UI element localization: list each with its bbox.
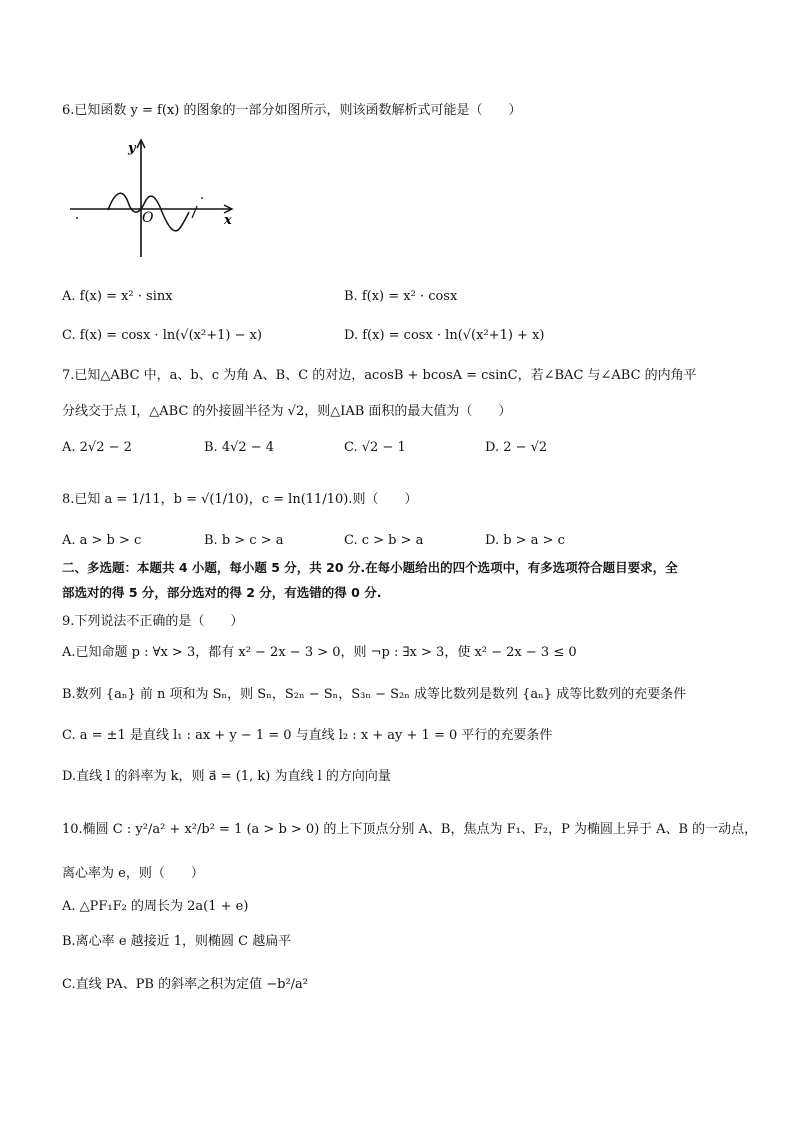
q8-option-a[interactable]: A. a > b > c	[62, 533, 142, 548]
q6-origin-label: O	[142, 210, 154, 226]
q9-option-c[interactable]: C. a = ±1 是直线 l₁ : ax + y − 1 = 0 与直线 l₂ : x + ay + 1 = 0 平行的充要条件	[62, 728, 553, 743]
q7-option-d[interactable]: D. 2 − √2	[485, 440, 548, 455]
q7-option-c[interactable]: C. √2 − 1	[344, 440, 406, 455]
q7-option-b[interactable]: B. 4√2 − 4	[204, 440, 275, 455]
q8-option-c[interactable]: C. c > b > a	[344, 533, 424, 548]
q6-function-graph	[62, 132, 247, 262]
q9-stem: 9.下列说法不正确的是（ ）	[62, 614, 244, 629]
q10-option-a[interactable]: A. △PF₁F₂ 的周长为 2a(1 + e)	[62, 899, 249, 914]
q6-x-label: x	[224, 213, 232, 228]
q6-option-d[interactable]: D. f(x) = cosx · ln(√(x²+1) + x)	[344, 328, 545, 343]
section2-heading-line2: 部选对的得 5 分，部分选对的得 2 分，有选错的得 0 分.	[62, 585, 382, 600]
q8-option-d[interactable]: D. b > a > c	[485, 533, 565, 548]
q10-stem-line2: 离心率为 e，则（ ）	[62, 866, 204, 881]
section2-heading-line1: 二、多选题：本题共 4 小题，每小题 5 分，共 20 分.在每小题给出的四个选项中，有多选项符合题目要求，全	[62, 560, 678, 575]
q9-option-d[interactable]: D.直线 l 的斜率为 k，则 a⃗ = (1, k) 为直线 l 的方向向量	[62, 769, 391, 784]
q7-stem-line1: 7.已知△ABC 中，a、b、c 为角 A、B、C 的对边，acosB + bcosA = csinC，若∠BAC 与∠ABC 的内角平	[62, 368, 697, 383]
q9-option-b[interactable]: B.数列 {aₙ} 前 n 项和为 Sₙ，则 Sₙ，S₂ₙ − Sₙ，S₃ₙ − S₂ₙ 成等比数列是数列 {aₙ} 成等比数列的充要条件	[62, 687, 687, 702]
q9-option-a[interactable]: A.已知命题 p : ∀x > 3，都有 x² − 2x − 3 > 0，则 ¬p : ∃x > 3，使 x² − 2x − 3 ≤ 0	[62, 645, 577, 660]
q6-stem: 6.已知函数 y = f(x) 的图象的一部分如图所示，则该函数解析式可能是（ ）	[62, 103, 522, 118]
q6-option-a[interactable]: A. f(x) = x² · sinx	[62, 289, 173, 304]
q8-stem: 8.已知 a = 1/11，b = √(1/10)，c = ln(11/10).则（ ）	[62, 492, 418, 507]
q10-stem-line1: 10.椭圆 C : y²/a² + x²/b² = 1 (a > b > 0) 的上下顶点分别 A、B，焦点为 F₁、F₂，P 为椭圆上异于 A、B 的一动点，	[62, 822, 758, 837]
q7-stem-line2: 分线交于点 I，△ABC 的外接圆半径为 √2，则△IAB 面积的最大值为（ ）	[62, 404, 512, 419]
q7-option-a[interactable]: A. 2√2 − 2	[62, 440, 132, 455]
q6-y-label: y	[128, 141, 136, 156]
q6-option-c[interactable]: C. f(x) = cosx · ln(√(x²+1) − x)	[62, 328, 262, 343]
q8-option-b[interactable]: B. b > c > a	[204, 533, 284, 548]
q10-option-b[interactable]: B.离心率 e 越接近 1，则椭圆 C 越扁平	[62, 934, 292, 949]
q10-option-c[interactable]: C.直线 PA、PB 的斜率之积为定值 −b²/a²	[62, 977, 309, 992]
q6-option-b[interactable]: B. f(x) = x² · cosx	[344, 289, 458, 304]
